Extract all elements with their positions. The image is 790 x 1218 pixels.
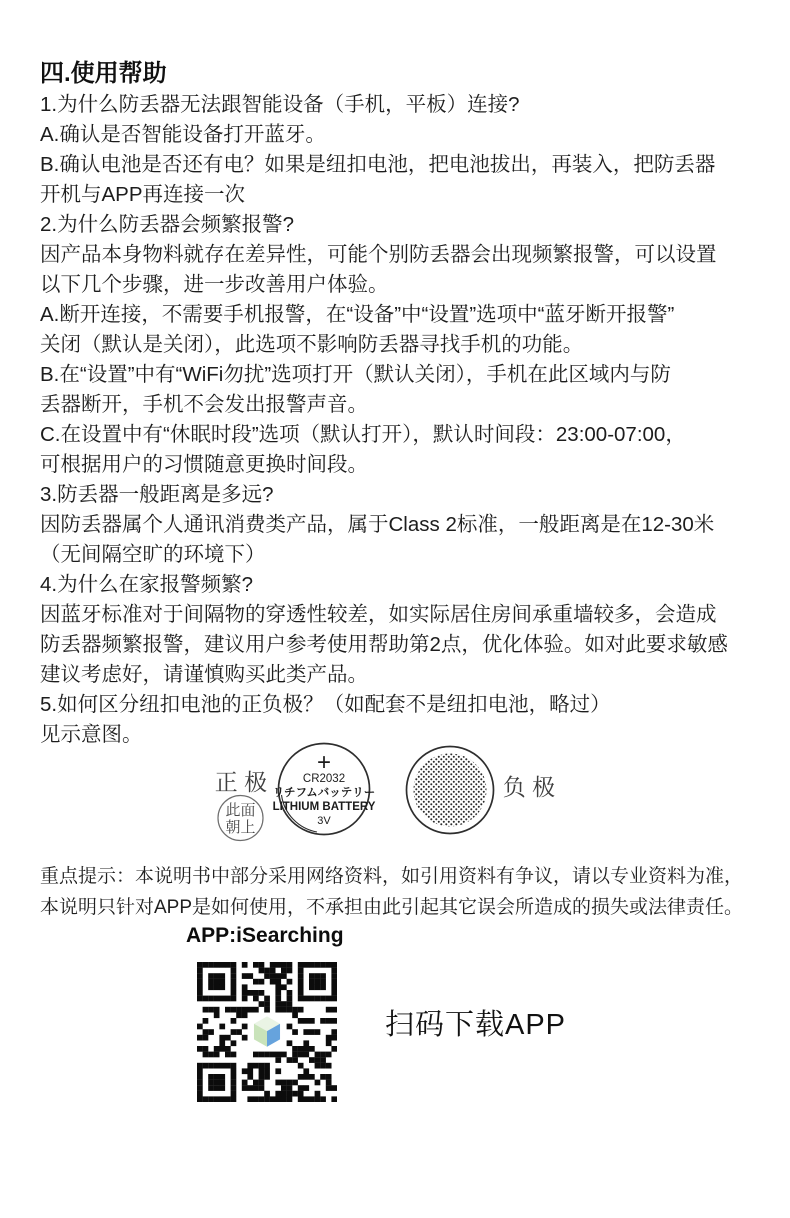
help-line: 关闭（默认是关闭），此选项不影响防丢器寻找手机的功能。 bbox=[40, 333, 584, 356]
battery-model-text: CR2032 bbox=[302, 773, 346, 785]
help-line: A.断开连接，不需要手机报警，在“设备”中“设置”选项中“蓝牙断开报警” bbox=[40, 303, 675, 326]
plus-sign: + bbox=[316, 749, 332, 776]
cube-logo-icon bbox=[249, 1014, 285, 1051]
negative-pole-label: 负 极 bbox=[502, 774, 556, 800]
help-line: 丢器断开，手机不会发出报警声音。 bbox=[40, 393, 368, 416]
help-line: （无间隔空旷的环境下） bbox=[40, 543, 266, 566]
battery-jp-text: リチフムバッテリー bbox=[272, 787, 376, 799]
battery-front-illustration bbox=[273, 744, 376, 835]
page-title: 四.使用帮助 bbox=[40, 60, 167, 87]
battery-voltage-text: 3V bbox=[317, 815, 331, 827]
help-line: 2.为什么防丢器会频繁报警? bbox=[40, 213, 294, 236]
qr-code bbox=[197, 962, 337, 1102]
battery-en-text: LITHIUM BATTERY bbox=[272, 801, 376, 813]
help-text-block bbox=[40, 90, 728, 750]
help-line: B.在“设置”中有“WiFi勿扰”选项打开（默认关闭），手机在此区域内与防 bbox=[40, 363, 671, 386]
help-line: 可根据用户的习惯随意更换时间段。 bbox=[40, 453, 368, 476]
help-line: 以下几个步骤，进一步改善用户体验。 bbox=[40, 273, 389, 296]
help-line: A.确认是否智能设备打开蓝牙。 bbox=[40, 123, 326, 146]
app-name-label: APP:iSearching bbox=[186, 924, 344, 947]
help-line: 防丢器频繁报警，建议用户参考使用帮助第2点，优化体验。如对此要求敏感 bbox=[40, 633, 728, 656]
help-line: 见示意图。 bbox=[40, 723, 143, 746]
help-line: 开机与APP再连接一次 bbox=[40, 183, 246, 206]
help-line: 因防丢器属个人通讯消费类产品，属于Class 2标准，一般距离是在12-30米 bbox=[40, 513, 715, 536]
disclaimer-line: 本说明只针对APP是如何使用，不承担由此引起其它误会所造成的损失或法律责任。 bbox=[40, 897, 744, 918]
positive-pole-label: 正 极 bbox=[214, 769, 268, 795]
help-line: C.在设置中有“休眠时段”选项（默认打开），默认时间段：23:00-07:00， bbox=[40, 423, 686, 446]
help-line: 1.为什么防丢器无法跟智能设备（手机，平板）连接? bbox=[40, 93, 520, 116]
battery-back-illustration bbox=[407, 747, 494, 834]
help-line: 4.为什么在家报警频繁? bbox=[40, 573, 253, 596]
help-line: 因蓝牙标准对于间隔物的穿透性较差，如实际居住房间承重墙较多，会造成 bbox=[40, 603, 717, 626]
help-line: 3.防丢器一般距离是多远? bbox=[40, 483, 274, 506]
qr-caption: 扫码下载APP bbox=[385, 1009, 567, 1041]
this-side-up-text-1: 此面 bbox=[225, 802, 256, 819]
help-line: B.确认电池是否还有电？如果是纽扣电池，把电池拔出，再装入，把防丢器 bbox=[40, 153, 716, 176]
disclaimer-line: 重点提示：本说明书中部分采用网络资料，如引用资料有争议，请以专业资料为准， bbox=[40, 866, 744, 887]
this-side-up-text-2: 朝上 bbox=[225, 819, 256, 836]
help-line: 因产品本身物料就存在差异性，可能个别防丢器会出现频繁报警，可以设置 bbox=[40, 243, 717, 266]
battery-diagram bbox=[170, 733, 590, 863]
help-line: 5.如何区分纽扣电池的正负极？（如配套不是纽扣电池，略过） bbox=[40, 693, 611, 716]
disclaimer-block bbox=[40, 861, 743, 923]
help-line: 建议考虑好，请谨慎购买此类产品。 bbox=[40, 663, 368, 686]
